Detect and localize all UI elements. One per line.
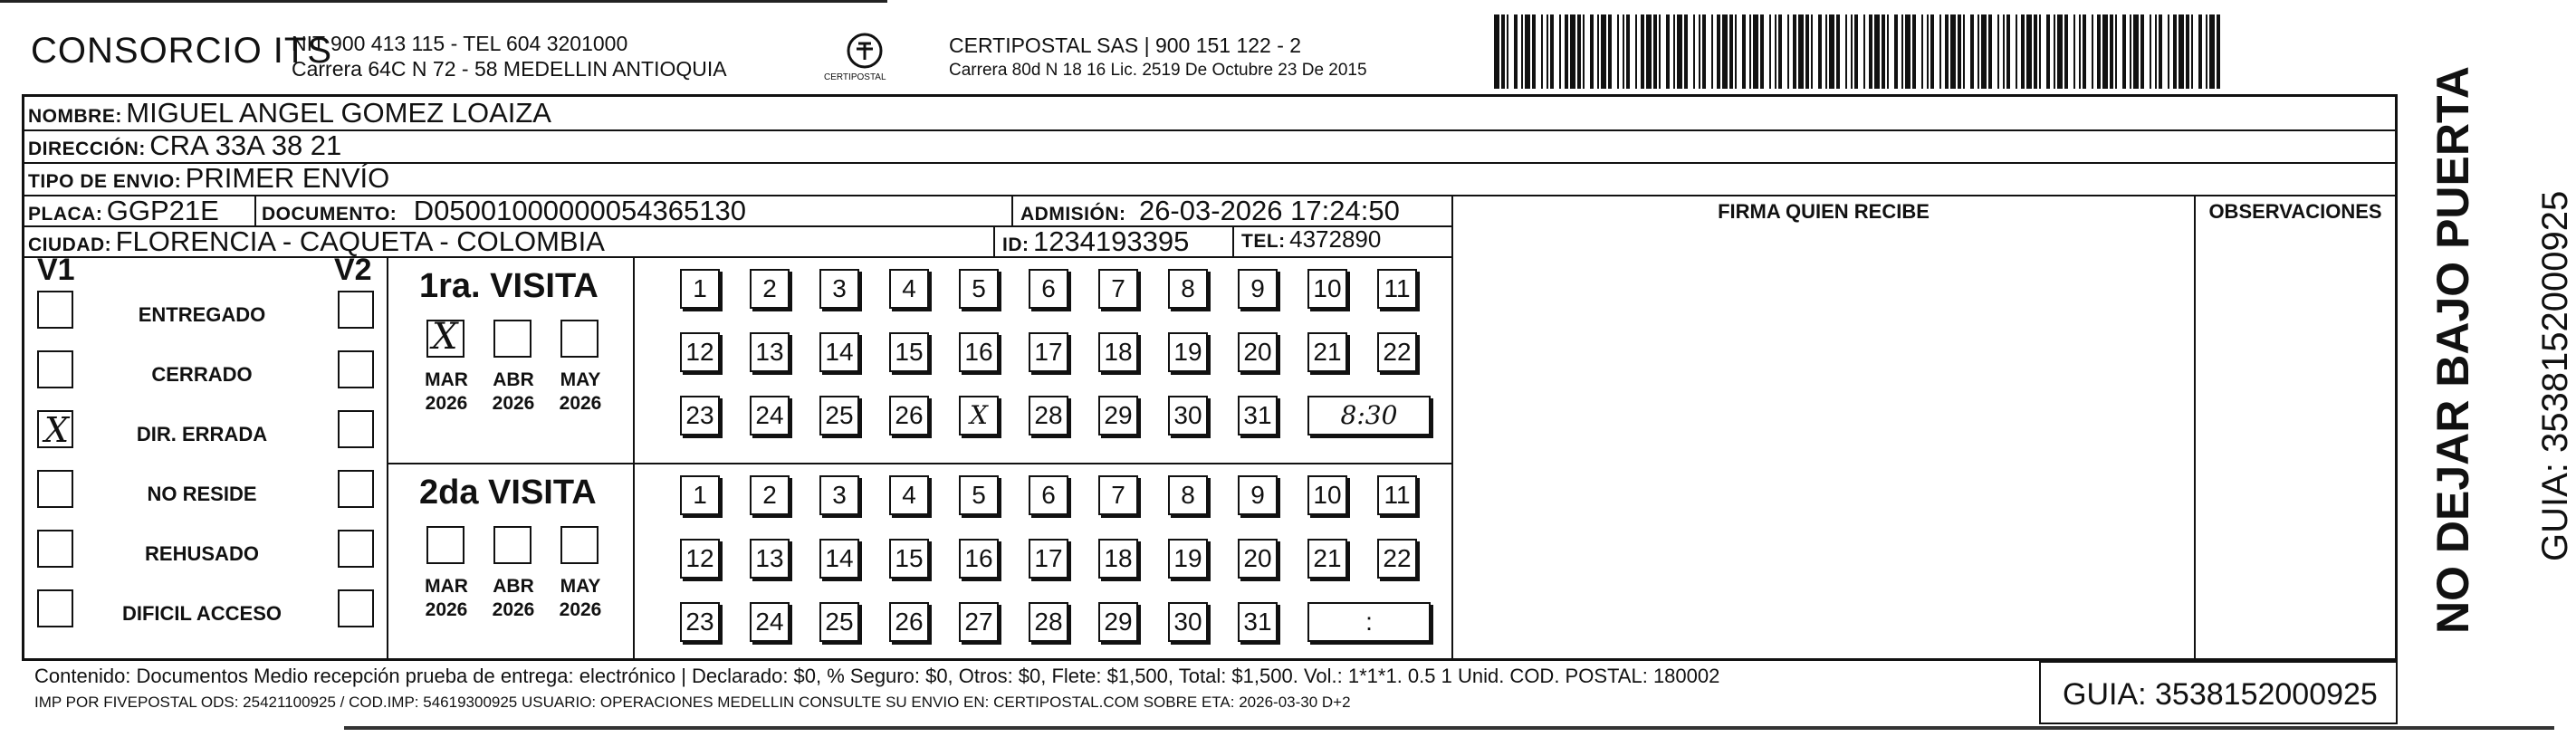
barcode-bar [1753,14,1758,89]
placa-value: GGP21E [106,195,219,226]
day-box[interactable]: 28 [1029,396,1068,436]
cell-divider [1232,225,1234,258]
firma-signature-area[interactable] [1455,229,2192,656]
barcode-bar [2179,14,2184,89]
barcode-bar [1854,14,1858,89]
company-nit: NIT 900 413 115 - TEL 604 3201000 [292,32,628,55]
month-label [551,368,609,416]
barcode-bar [1793,14,1796,89]
barcode-bar [1623,14,1624,89]
barcode-bar [2159,14,2162,89]
day-box[interactable]: 21 [1307,539,1347,579]
placa-label: PLACA: [28,204,103,225]
barcode-bar [1778,14,1782,89]
cell-divider [993,225,995,258]
barcode-bar [1905,14,1910,89]
month-name: MAY [560,369,601,390]
documento-value: D05001000000054365130 [413,195,746,226]
months-divider [633,256,635,660]
month-year: 2026 [559,393,602,414]
day-box[interactable]: 23 [680,602,720,642]
logo-caption: CERTIPOSTAL [824,72,886,82]
month-year: 2026 [492,599,535,620]
month-name: MAR [425,369,468,390]
tipo-envio-value: PRIMER ENVÍO [185,162,390,194]
day-box[interactable]: 29 [1098,396,1138,436]
day-box[interactable]: 8 [1168,475,1208,515]
barcode-bar [1970,14,1974,89]
day-box[interactable]: 7 [1098,475,1138,515]
barcode-bar [1659,14,1661,89]
barcode-bar [2130,14,2131,89]
admision-label: ADMISIÓN: [1020,204,1126,225]
day-box[interactable]: 13 [750,332,790,372]
observaciones-header: OBSERVACIONES [2208,200,2382,223]
day-box[interactable]: 25 [819,602,859,642]
barcode-bar [2026,14,2032,89]
month-checkbox[interactable] [426,526,464,564]
barcode-bar [1977,14,1979,89]
no-dejar-bajo-puerta: NO DEJAR BAJO PUERTA [2428,66,2478,634]
status-label: REHUSADO [145,542,259,565]
row-divider [24,658,2395,660]
day-box[interactable]: 6 [1029,269,1068,309]
day-box[interactable]: 11 [1377,475,1417,515]
barcode-bar [1775,14,1776,89]
month-check-mark: X [432,316,458,358]
day-box[interactable]: 10 [1307,475,1347,515]
barcode-bar [1641,14,1644,89]
row-divider [24,129,2395,131]
day-box[interactable]: 26 [889,602,929,642]
status-label: ENTREGADO [138,303,266,326]
v2-checkbox[interactable] [338,410,374,448]
v1-check-mark: X [44,410,70,450]
direccion-field [28,129,341,162]
day-box[interactable]: 30 [1168,396,1208,436]
cell-divider [1011,195,1013,227]
v2-checkbox[interactable] [338,530,374,568]
v2-checkbox[interactable] [338,350,374,388]
barcode-bar [1635,14,1637,89]
barcode-bar [1521,14,1523,89]
barcode-bar [2191,14,2193,89]
day-box[interactable]: 12 [680,539,720,579]
time-box[interactable]: 8:30 [1307,396,1431,436]
status-label: DIFICIL ACCESO [121,602,282,625]
col-divider [1451,195,1453,660]
barcode-bar [2209,14,2215,89]
side-guia-number: GUIA: 3538152000925 [2535,190,2575,561]
tipo-envio-label: TIPO DE ENVIO: [28,171,182,192]
barcode-bar [1742,14,1746,89]
documento-label: DOCUMENTO: [262,204,397,225]
month-name: MAY [560,576,601,597]
firma-header: FIRMA QUIEN RECIBE [1718,200,1930,223]
day-box[interactable]: 13 [750,539,790,579]
barcode-bar [1608,14,1612,89]
bottom-rule [344,726,2554,730]
barcode-bar [2115,14,2117,89]
direccion-value: CRA 33A 38 21 [149,129,342,161]
visit-title: 2da VISITA [419,474,597,512]
barcode-bar [1626,14,1630,89]
top-rule [0,0,887,3]
day-box[interactable]: 30 [1168,602,1208,642]
barcode-bar [1921,14,1923,89]
barcode-bar [1525,14,1530,89]
barcode-bar [1550,14,1554,89]
barcode-bar [2133,14,2139,89]
barcode-bar [1851,14,1853,89]
guia-number: GUIA: 3538152000925 [2063,677,2378,712]
barcode-bar [2168,14,2169,89]
barcode-bar [1825,14,1827,89]
barcode-bar [2083,14,2086,89]
barcode-bar [1829,14,1834,89]
month-year: 2026 [559,599,602,620]
barcode-bar [1507,14,1508,89]
barcode-bar [1787,14,1789,89]
barcode-bar [1577,14,1581,89]
barcode-bar [1514,14,1518,89]
shipping-form [22,94,2398,661]
barcode-bar [2016,14,2017,89]
admision-field [1020,195,1400,227]
ciudad-value: FLORENCIA - CAQUETA - COLOMBIA [115,225,605,257]
tel-field [1241,225,1381,254]
month-checkbox[interactable] [493,526,531,564]
id-field [1002,225,1189,258]
barcode-bar [1939,14,1941,89]
day-box[interactable]: 27 [959,602,999,642]
barcode-bar [1930,14,1934,89]
day-box[interactable]: 8 [1168,269,1208,309]
barcode-bar [2054,14,2055,89]
v2-checkbox[interactable] [338,291,374,329]
id-label: ID: [1002,234,1029,255]
day-box[interactable]: 3 [819,269,859,309]
v1-checkbox[interactable] [37,291,73,329]
barcode-bar [1950,14,1956,89]
v1-checkbox[interactable] [37,410,73,448]
month-year: 2026 [425,599,468,620]
barcode-bar [2217,14,2220,89]
id-value: 1234193395 [1032,225,1190,257]
barcode-bar [1693,14,1695,89]
v1-checkbox[interactable] [37,589,73,627]
month-label [484,368,542,416]
barcode-bar [2150,14,2151,89]
barcode [1494,14,2218,89]
barcode-bar [1958,14,1961,89]
barcode-bar [2064,14,2068,89]
day-box[interactable]: 17 [1029,332,1068,372]
day-box[interactable]: 18 [1098,332,1138,372]
barcode-bar [1901,14,1903,89]
day-box[interactable]: 14 [819,332,859,372]
v1-header: V1 [37,253,75,287]
barcode-bar [1717,14,1720,89]
month-checkbox[interactable] [426,316,464,358]
col-divider [2194,195,2196,660]
documento-field [262,195,746,227]
tel-value: 4372890 [1289,225,1382,253]
day-box[interactable]: 1 [680,269,720,309]
company-address: Carrera 64C N 72 - 58 MEDELLIN ANTIOQUIA [292,57,727,81]
barcode-bar [1565,14,1568,89]
v1-checkbox[interactable] [37,470,73,508]
day-box[interactable]: 7 [1098,269,1138,309]
barcode-bar [2122,14,2126,89]
day-box[interactable]: 25 [819,396,859,436]
barcode-bar [2186,14,2189,89]
visit-divider [387,463,1451,464]
barcode-bar [1769,14,1771,89]
day-box[interactable]: 16 [959,332,999,372]
barcode-bar [2206,14,2207,89]
day-box[interactable]: 22 [1377,539,1417,579]
month-label [417,368,475,416]
barcode-bar [2039,14,2041,89]
month-label [484,575,542,622]
day-box[interactable]: 16 [959,539,999,579]
month-label [551,575,609,622]
observaciones-area[interactable] [2198,229,2393,656]
day-box[interactable]: 4 [889,269,929,309]
barcode-bar [1646,14,1652,89]
day-box[interactable]: 31 [1238,602,1278,642]
barcode-bar [2073,14,2075,89]
barcode-bar [2046,14,2050,89]
barcode-bar [1836,14,1840,89]
day-box[interactable]: 26 [889,396,929,436]
barcode-bar [1699,14,1700,89]
month-checkbox[interactable] [560,320,599,358]
day-box[interactable]: 19 [1168,332,1208,372]
barcode-bar [1590,14,1594,89]
direccion-label: DIRECCIÓN: [28,139,146,159]
barcode-bar [1494,14,1499,89]
day-box-marked[interactable]: X [959,396,999,436]
day-box[interactable]: 15 [889,332,929,372]
barcode-bar [1702,14,1706,89]
barcode-bar [1988,14,1992,89]
v2-checkbox[interactable] [338,470,374,508]
day-box[interactable]: 3 [819,475,859,515]
day-box[interactable]: 1 [680,475,720,515]
nombre-field [28,97,551,129]
nombre-label: NOMBRE: [28,106,122,127]
day-box[interactable]: 9 [1238,475,1278,515]
day-box[interactable]: 23 [680,396,720,436]
barcode-bar [2092,14,2093,89]
day-box[interactable]: 2 [750,475,790,515]
barcode-bar [2140,14,2144,89]
day-box[interactable]: 22 [1377,332,1417,372]
barcode-bar [1963,14,1965,89]
day-box[interactable]: 31 [1238,396,1278,436]
barcode-bar [1869,14,1872,89]
day-box[interactable]: 4 [889,475,929,515]
month-name: ABR [493,576,534,597]
tipo-envio-field [28,162,389,195]
barcode-bar [2155,14,2157,89]
status-divider [387,256,388,660]
day-box[interactable]: 20 [1238,539,1278,579]
barcode-bar [1981,14,1987,89]
v2-checkbox[interactable] [338,589,374,627]
barcode-bar [1570,14,1575,89]
barcode-bar [1684,14,1688,89]
barcode-bar [1749,14,1751,89]
barcode-bar [1559,14,1561,89]
barcode-bar [1818,14,1822,89]
barcode-bar [1805,14,1809,89]
barcode-bar [1894,14,1898,89]
time-box[interactable]: : [1307,602,1431,642]
barcode-bar [1617,14,1619,89]
day-box[interactable]: 12 [680,332,720,372]
ciudad-field [28,225,605,258]
v1-checkbox[interactable] [37,350,73,388]
day-box[interactable]: 17 [1029,539,1068,579]
month-label [417,575,475,622]
barcode-bar [1927,14,1929,89]
footer-print-info: IMP POR FIVEPOSTAL ODS: 25421100925 / COD.IMP: 54619300925 USUARIO: OPERACIONES MEDELLIN CONSULTE SU ENVIO EN: CERTIPOSTAL.COM SOBRE ETA: 2026-03-30 D+2 [34,694,1351,711]
day-box[interactable]: 18 [1098,539,1138,579]
month-checkbox[interactable] [493,320,531,358]
barcode-bar [2021,14,2025,89]
month-name: MAR [425,576,468,597]
barcode-bar [1811,14,1813,89]
barcode-bar [1677,14,1682,89]
day-box[interactable]: 15 [889,539,929,579]
barcode-bar [2003,14,2005,89]
day-box[interactable]: 5 [959,269,999,309]
barcode-bar [1583,14,1585,89]
day-box[interactable]: 10 [1307,269,1347,309]
day-box[interactable]: 28 [1029,602,1068,642]
barcode-bar [1874,14,1880,89]
barcode-bar [1798,14,1804,89]
barcode-bar [1532,14,1536,89]
admision-value: 26-03-2026 17:24:50 [1138,195,1400,226]
barcode-bar [2057,14,2063,89]
carrier-license: Carrera 80d N 18 16 Lic. 2519 De Octubre 23 De 2015 [949,61,1367,80]
visit-title: 1ra. VISITA [419,267,599,305]
barcode-bar [2006,14,2010,89]
day-box[interactable]: 24 [750,396,790,436]
barcode-bar [2102,14,2108,89]
barcode-bar [1711,14,1713,89]
barcode-bar [2097,14,2101,89]
barcode-bar [1597,14,1599,89]
day-box[interactable]: 5 [959,475,999,515]
barcode-bar [1882,14,1885,89]
barcode-bar [1912,14,1916,89]
tel-label: TEL: [1241,231,1286,252]
cell-divider [254,195,256,227]
guia-box [2039,661,2398,724]
barcode-bar [1601,14,1606,89]
day-box[interactable]: 9 [1238,269,1278,309]
day-box[interactable]: 19 [1168,539,1208,579]
barcode-bar [1997,14,1999,89]
day-box[interactable]: 11 [1377,269,1417,309]
footer-contents: Contenido: Documentos Medio recepción prueba de entrega: electrónico | Declarado: $0, % Seguro: $0, Otros: $0, Flete: $1,500, Total: $1,500. Vol.: 1*1*1. 0.5 1 Unid. COD. POSTAL: 180002 [34,665,1720,687]
v1-checkbox[interactable] [37,530,73,568]
status-label: NO RESIDE [147,483,257,505]
day-box[interactable]: 24 [750,602,790,642]
month-year: 2026 [492,393,535,414]
month-name: ABR [493,369,534,390]
barcode-bar [1673,14,1675,89]
barcode-bar [2173,14,2177,89]
day-box[interactable]: 14 [819,539,859,579]
day-box[interactable]: 2 [750,269,790,309]
status-label: CERRADO [151,363,253,386]
barcode-bar [1547,14,1548,89]
carrier-name: CERTIPOSTAL SAS | 900 151 122 - 2 [949,34,1302,57]
barcode-bar [1760,14,1764,89]
barcode-bar [2110,14,2113,89]
barcode-bar [1863,14,1865,89]
day-box[interactable]: 20 [1238,332,1278,372]
placa-field [28,195,219,227]
barcode-bar [1541,14,1543,89]
day-box[interactable]: 21 [1307,332,1347,372]
status-label: DIR. ERRADA [136,423,268,445]
barcode-bar [2034,14,2037,89]
day-box[interactable]: 29 [1098,602,1138,642]
barcode-bar [1653,14,1657,89]
month-year: 2026 [425,393,468,414]
company-name: CONSORCIO ITS [31,31,333,71]
ciudad-label: CIUDAD: [28,234,112,255]
barcode-bar [1845,14,1847,89]
barcode-bar [2079,14,2081,89]
day-box[interactable]: 6 [1029,475,1068,515]
nombre-value: MIGUEL ANGEL GOMEZ LOAIZA [126,97,551,129]
barcode-bar [1735,14,1737,89]
barcode-bar [2198,14,2202,89]
barcode-bar [1887,14,1889,89]
barcode-bar [1501,14,1505,89]
barcode-bar [1945,14,1949,89]
v2-header: V2 [334,253,372,287]
barcode-bar [1666,14,1670,89]
barcode-bar [1729,14,1733,89]
month-checkbox[interactable] [560,526,599,564]
barcode-bar [1722,14,1728,89]
